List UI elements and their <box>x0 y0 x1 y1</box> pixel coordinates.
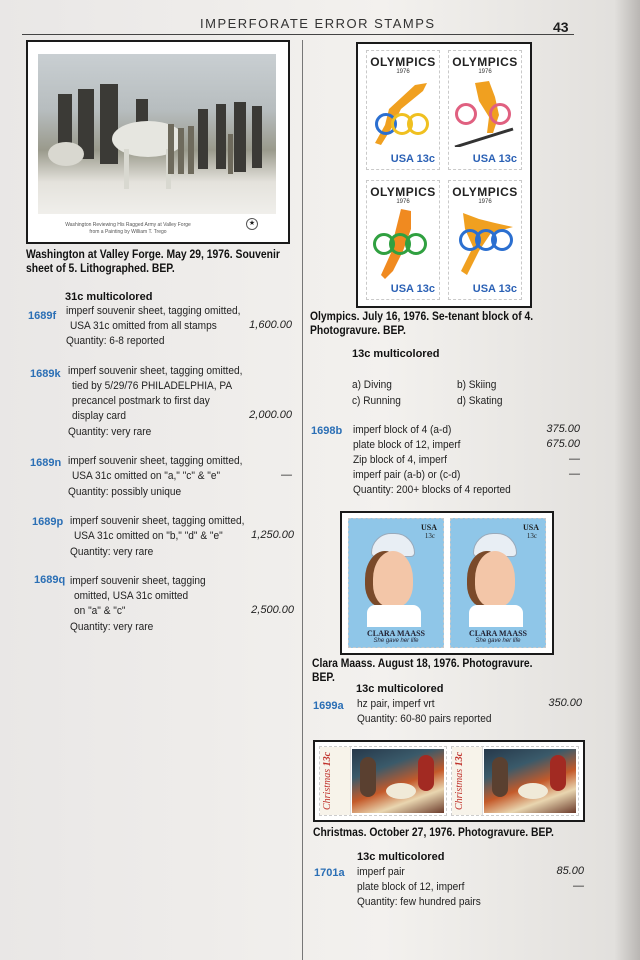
running-header: IMPERFORATE ERROR STAMPS <box>200 16 436 31</box>
entry-1689q-line-3: on "a" & "c" <box>74 605 126 617</box>
price-1699a: 350.00 <box>548 697 582 709</box>
page-number: 43 <box>553 19 569 35</box>
catalog-number-1689q: 1689q <box>34 574 66 586</box>
entry-1689p-line-1: imperf souvenir sheet, tagging omitted, <box>70 515 245 527</box>
entry-1689n-line-2: USA 31c omitted on "a," "c" & "e" <box>72 470 221 482</box>
entry-1698b-quantity: Quantity: 200+ blocks of 4 reported <box>353 484 511 496</box>
christmas-stamp-left <box>319 746 447 816</box>
entry-1701a-quantity: Quantity: few hundred pairs <box>357 896 481 908</box>
christmas-stamp-label: Christmas 13c <box>320 747 351 815</box>
clara-maass-caption: Clara Maass. August 18, 1976. Photogravure. BEP. <box>312 658 533 684</box>
price-1698b-zip: — <box>569 453 580 465</box>
clara-maass-subhead: 13c multicolored <box>356 683 444 695</box>
catalog-number-1699a: 1699a <box>313 700 344 712</box>
olympics-block-frame <box>356 42 532 308</box>
entry-1689q-line-2: omitted, USA 31c omitted <box>74 590 189 602</box>
olympics-caption: Olympics. July 16, 1976. Se-tenant block of 4. Photogravure. BEP. <box>310 311 534 337</box>
price-1698b-block: 375.00 <box>546 423 580 435</box>
christmas-subhead: 13c multicolored <box>357 851 445 863</box>
catalog-number-1689k: 1689k <box>30 368 61 380</box>
olympics-stamp-diving: OLYMPICS 1976 USA 13c <box>366 50 440 170</box>
catalog-number-1689n: 1689n <box>30 457 62 469</box>
nativity-painting <box>352 749 444 813</box>
entry-1689f-line-2: USA 31c omitted from all stamps <box>70 320 217 332</box>
olympics-stamp-running: OLYMPICS 1976 USA 13c <box>366 180 440 300</box>
price-1689f: 1,600.00 <box>249 319 292 331</box>
design-skating: d) Skating <box>457 395 503 407</box>
price-1689k: 2,000.00 <box>249 409 292 421</box>
clara-maass-stamp-right: USA 13c CLARA MAASS She gave her life <box>450 518 546 648</box>
nurse-collar <box>469 605 523 627</box>
entry-1698b-line-4: imperf pair (a-b) or (c-d) <box>353 469 461 481</box>
entry-1689p-line-2: USA 31c omitted on "b," "d" & "e" <box>74 530 223 542</box>
entry-1699a-quantity: Quantity: 60-80 pairs reported <box>357 713 492 725</box>
price-1689p: 1,250.00 <box>251 529 294 541</box>
header-rule <box>22 34 574 35</box>
nurse-portrait <box>373 551 413 607</box>
design-skiing: b) Skiing <box>457 379 497 391</box>
price-1689q: 2,500.00 <box>251 604 294 616</box>
design-running: c) Running <box>352 395 401 407</box>
entry-1689p-quantity: Quantity: very rare <box>70 546 154 558</box>
nurse-portrait <box>475 551 515 607</box>
souvenir-sheet-image <box>38 54 276 214</box>
entry-1701a-line-1: imperf pair <box>357 866 405 878</box>
entry-1699a-line-1: hz pair, imperf vrt <box>357 698 435 710</box>
souvenir-sheet-frame <box>26 40 290 244</box>
column-divider <box>302 40 303 960</box>
price-1701a-plate: — <box>573 880 584 892</box>
souvenir-sheet-credit-1: Washington Reviewing His Ragged Army at Valley Forge <box>65 222 191 228</box>
entry-1698b-line-3: Zip block of 4, imperf <box>353 454 447 466</box>
price-1689n: — <box>281 469 292 481</box>
catalog-number-1689p: 1689p <box>32 516 64 528</box>
olympics-subhead: 13c multicolored <box>352 348 440 360</box>
entry-1689k-line-3: precancel postmark to first day <box>72 395 210 407</box>
christmas-pair-frame <box>313 740 585 822</box>
christmas-caption: Christmas. October 27, 1976. Photogravure. BEP. <box>313 827 554 839</box>
olympics-stamp-skiing: OLYMPICS 1976 USA 13c <box>448 50 522 170</box>
nurse-collar <box>367 605 421 627</box>
bicentennial-seal-icon: ★ <box>246 218 258 230</box>
entry-1698b-line-1: imperf block of 4 (a-d) <box>353 424 452 436</box>
christmas-stamp-right <box>451 746 579 816</box>
entry-1689k-line-4: display card <box>72 410 127 422</box>
washington-subhead: 31c multicolored <box>65 291 153 303</box>
entry-1689k-quantity: Quantity: very rare <box>68 426 152 438</box>
entry-1689k-line-2: tied by 5/29/76 PHILADELPHIA, PA <box>72 380 233 392</box>
entry-1689q-line-1: imperf souvenir sheet, tagging <box>70 575 206 587</box>
nativity-painting <box>484 749 576 813</box>
clara-maass-stamp-left: USA 13c CLARA MAASS She gave her life <box>348 518 444 648</box>
entry-1689k-line-1: imperf souvenir sheet, tagging omitted, <box>68 365 243 377</box>
entry-1701a-line-2: plate block of 12, imperf <box>357 881 465 893</box>
olympics-stamp-skating: OLYMPICS 1976 USA 13c <box>448 180 522 300</box>
entry-1689f-line-1: imperf souvenir sheet, tagging omitted, <box>66 305 241 317</box>
price-1701a-pair: 85.00 <box>556 865 584 877</box>
washington-caption: Washington at Valley Forge. May 29, 1976. Souvenir sheet of 5. Lithographed. BEP. <box>26 249 280 275</box>
christmas-stamp-label: Christmas 13c <box>452 747 483 815</box>
clara-maass-pair-frame <box>340 511 554 655</box>
entry-1698b-line-2: plate block of 12, imperf <box>353 439 461 451</box>
design-diving: a) Diving <box>352 379 392 391</box>
price-1698b-plate: 675.00 <box>546 438 580 450</box>
catalog-number-1698b: 1698b <box>311 425 343 437</box>
catalog-number-1689f: 1689f <box>28 310 57 322</box>
catalog-number-1701a: 1701a <box>314 867 345 879</box>
souvenir-sheet-credit-2: from a Painting by William T. Trego <box>89 229 167 235</box>
entry-1689n-line-1: imperf souvenir sheet, tagging omitted, <box>68 455 243 467</box>
valley-forge-painting <box>38 54 276 214</box>
entry-1689f-quantity: Quantity: 6-8 reported <box>66 335 165 347</box>
price-1698b-pair: — <box>569 468 580 480</box>
entry-1689n-quantity: Quantity: possibly unique <box>68 486 182 498</box>
entry-1689q-quantity: Quantity: very rare <box>70 621 154 633</box>
